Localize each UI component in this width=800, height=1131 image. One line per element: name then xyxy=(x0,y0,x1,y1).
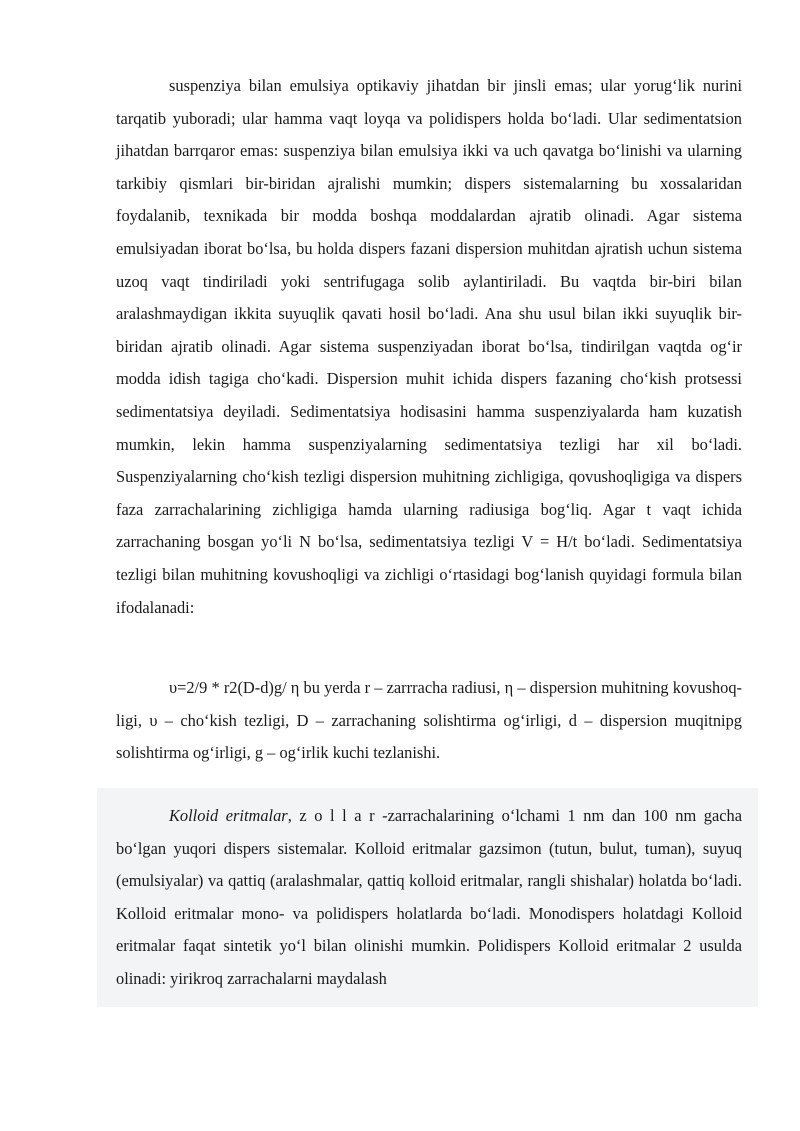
paragraph-suspension-emulsion: suspenziya bilan emulsiya optikaviy jihatdan bir jinsli emas; ular yorug‘lik nurini tarqatib yuboradi; ular hamma vaqt loyqa va polidispers holda bo‘ladi. Ular sedimentatsion jihatdan barrqaror emas: suspenziya bilan emulsiya ikki va uch qavatga bo‘linishi va ularning tarkibiy qismlari bir-biridan ajralishi mumkin; dispers sistemalarning bu xossalaridan foydalanib, texnikada bir modda boshqa moddalardan ajratib olinadi. Agar sistema emulsiyadan iborat bo‘lsa, bu holda dispers fazani dispersion muhitdan ajratish uchun sistema uzoq vaqt tindiriladi yoki sentrifugaga solib aylantiriladi. Bu vaqtda bir-biri bilan aralashmaydigan ikkita suyuqlik qavati hosil bo‘ladi. Ana shu usul bilan ikki suyuqlik bir-biridan ajratib olinadi. Agar sistema suspenziyadan iborat bo‘lsa, tindirilgan vaqtda og‘ir modda idish tagiga cho‘kadi. Dispersion muhit ichida dispers fazaning cho‘kish protsessi sedimentatsiya deyiladi. Sedimentatsiya hodisasini hamma suspenziyalarda ham kuzatish mumkin, lekin hamma suspenziyalarning sedimentatsiya tezligi har xil bo‘ladi. Suspenziyalarning cho‘kish tezligi dispersion muhitning zichligiga, qovushoqligiga va dispers faza zarrachalarining zichligiga hamda ularning radiusiga bog‘liq. Agar t vaqt ichida zarrachaning bosgan yo‘li N bo‘lsa, sedimentatsiya tezligi V = H/t bo‘ladi. Sedimentatsiya tezligi bilan muhitning kovushoqligi va zichligi o‘rtasidagi bog‘lanish quyidagi formula bilan ifodalanadi: xyxy=(116,76,742,617)
paragraph-colloid-solutions xyxy=(116,800,742,996)
colloid-term: Kolloid eritmalar xyxy=(169,806,288,825)
paragraph-sedimentation-formula: υ=2/9 * r2(D-d)g/ η bu yerda r – zarrracha radiusi, η – dispersion muhitning kovushoq- ligi, υ – cho‘kish tezligi, D – zarrachaning solishtirma og‘irligi, d – dispersion muqitnipg solishtirma og‘irligi, g – og‘irlik kuchi tezlanishi. xyxy=(116,678,742,763)
colloid-definition: , z o l l a r -zarrachalarining o‘lchami 1 nm dan 100 nm gacha bo‘lgan yuqori dispers sistemalar. Kolloid eritmalar gazsimon (tutun, bulut, tuman), suyuq (emulsiyalar) va qattiq (aralashmalar, qattiq kolloid eritmalar, rangli shishalar) holatda bo‘ladi. Kolloid eritmalar mono- va polidispers holatlarda bo‘ladi. Monodispers holatdagi Kolloid eritmalar faqat sintetik yo‘l bilan olinishi mumkin. Polidispers Kolloid eritmalar 2 usulda olinadi: yirikroq zarrachalarni maydalash xyxy=(116,806,742,988)
